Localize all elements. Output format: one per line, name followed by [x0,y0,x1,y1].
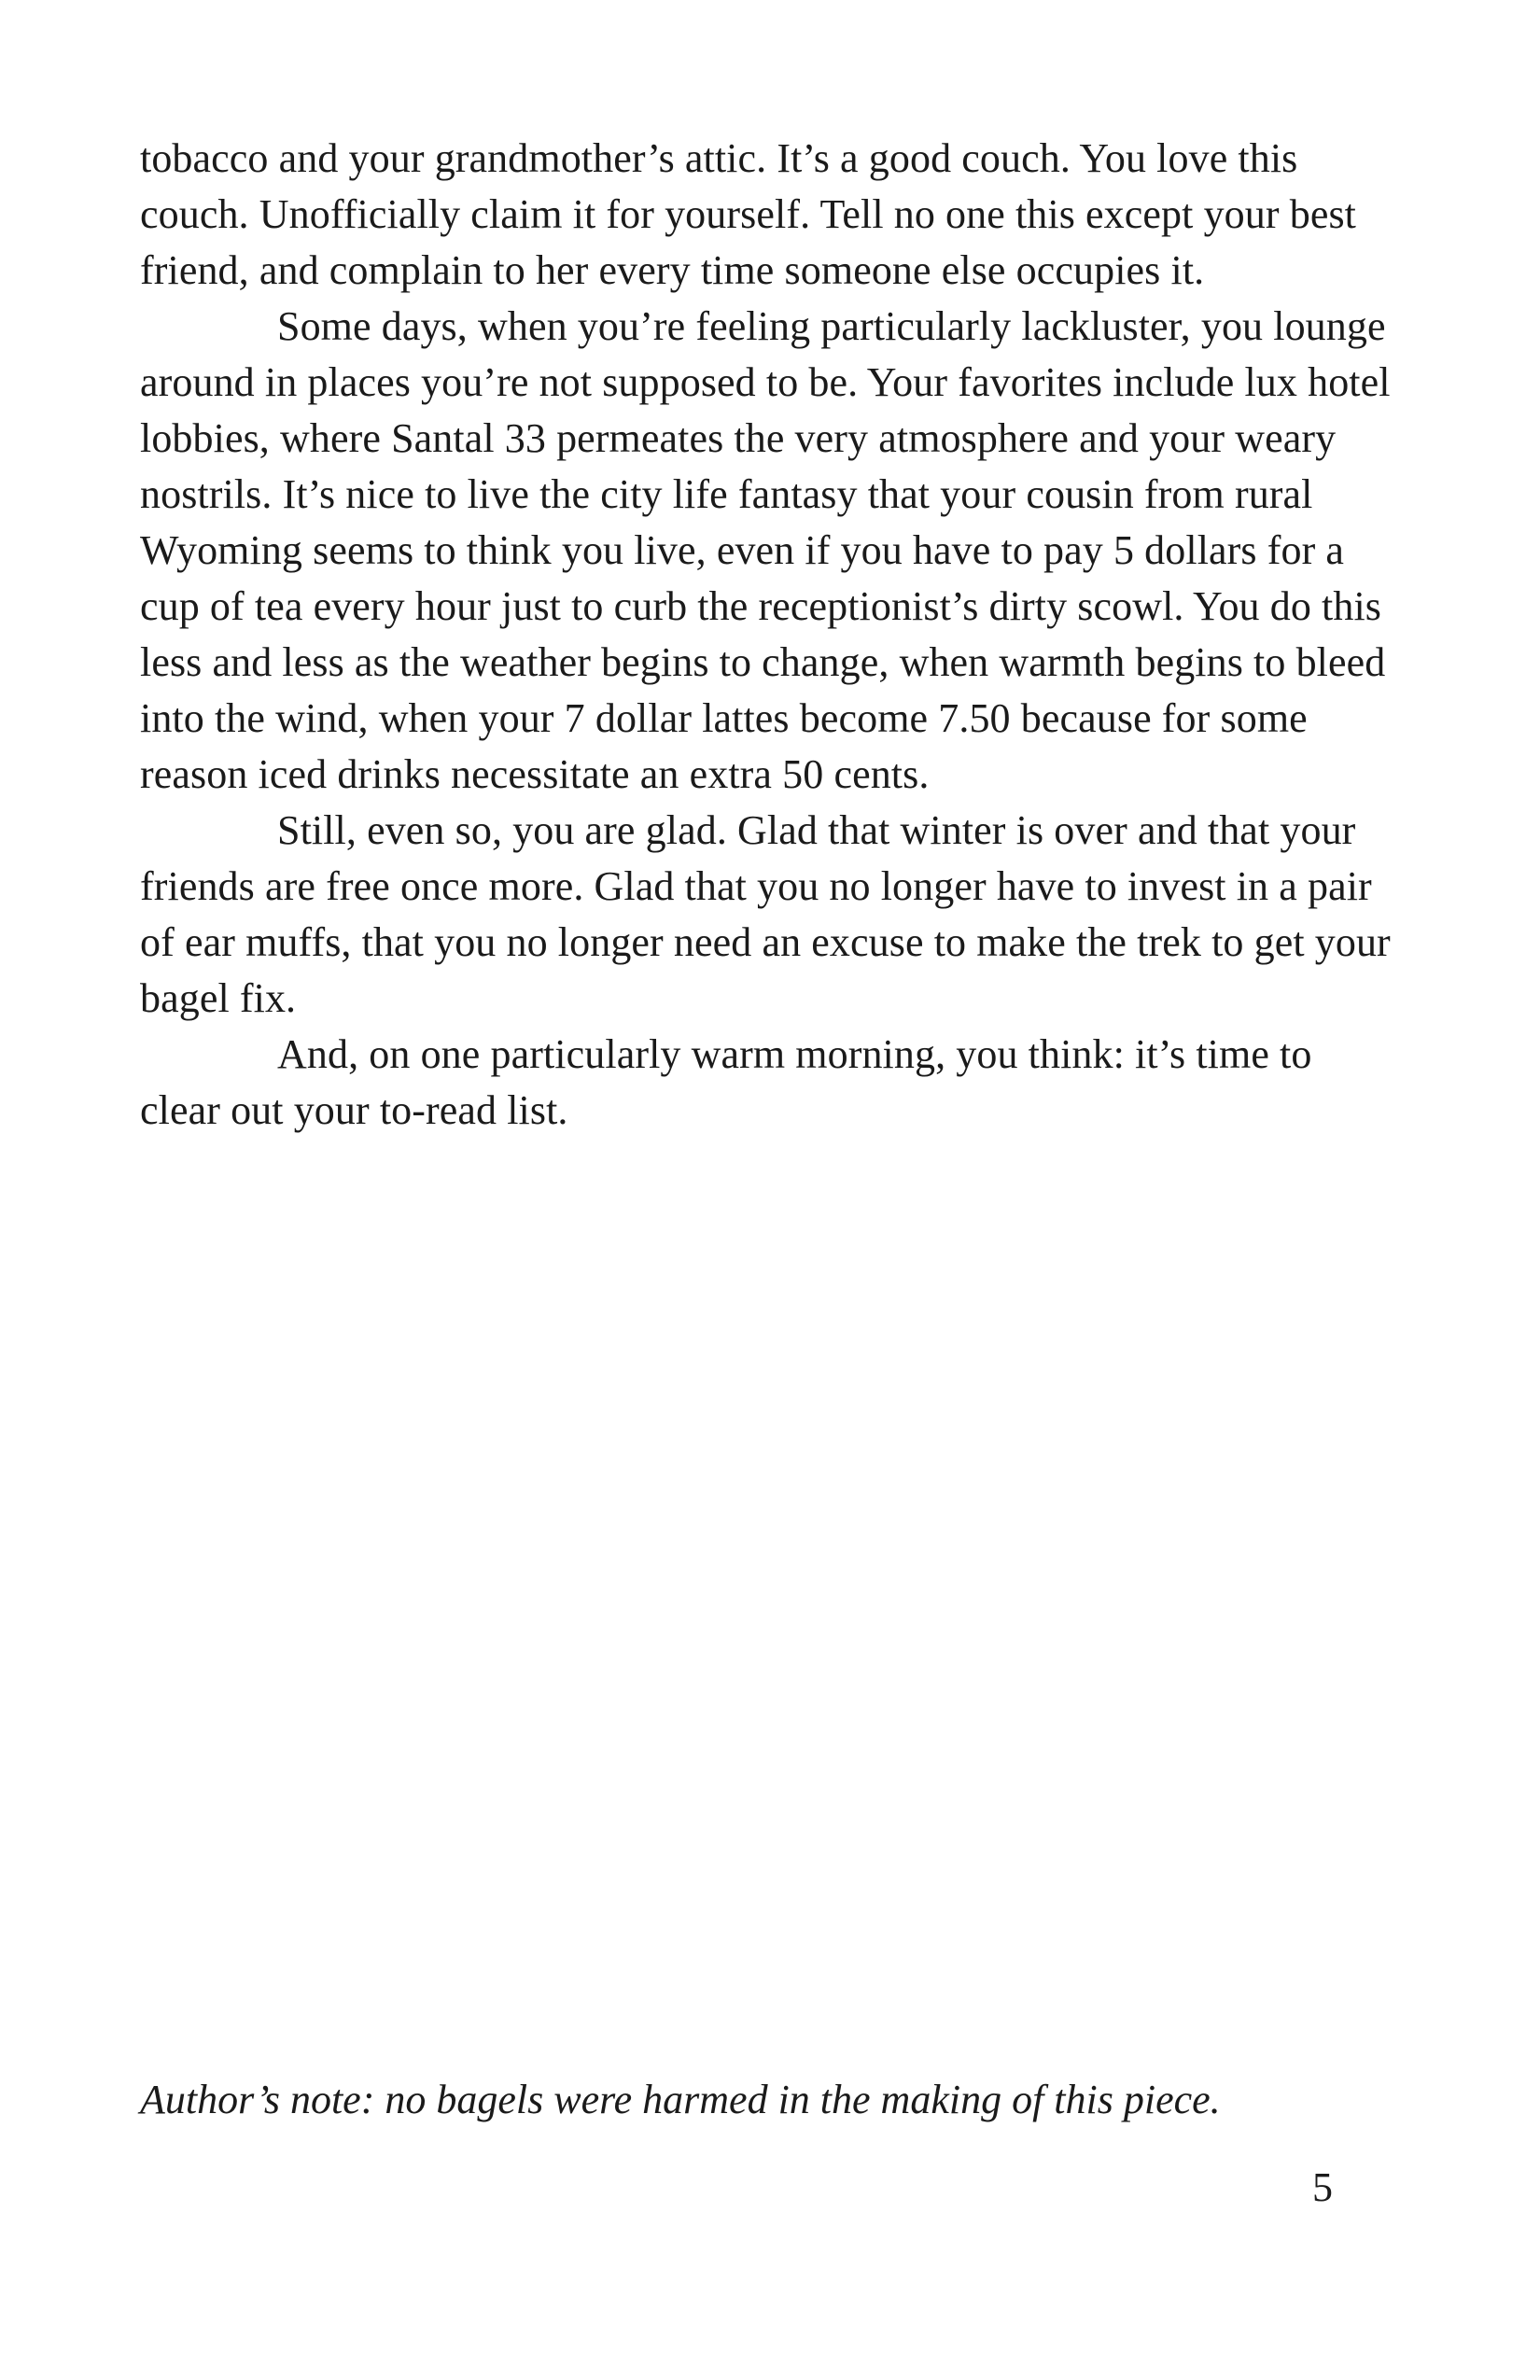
author-note: Author’s note: no bagels were harmed in the making of this piece. [140,2077,1221,2122]
paragraph-1: tobacco and your grandmother’s attic. It’s a good couch. You love this couch. Unofficially claim it for yourself. Tell no one this except your best friend, and complain to her every time someone else occupies it. [140,135,1356,293]
body-text [140,131,1400,1139]
page-number: 5 [1312,2164,1333,2210]
paragraph-3: Still, even so, you are glad. Glad that winter is over and that your friends are free once more. Glad that you no longer have to invest in a pair of ear muffs, that you no longer need an excuse to make the trek to get your bagel fix. [140,807,1391,1021]
paragraph-4: And, on one particularly warm morning, you think: it’s time to clear out your to-read list. [140,1031,1312,1133]
paragraph-2: Some days, when you’re feeling particularly lackluster, you lounge around in places you’re not supposed to be. Your favorites include lux hotel lobbies, where Santal 33 permeates the very atmosphere and your weary nostrils. It’s nice to live the city life fantasy that your cousin from rural Wyoming seems to think you live, even if you have to pay 5 dollars for a cup of tea every hour just to curb the receptionist’s dirty scowl. You do this less and less as the weather begins to change, when warmth begins to bleed into the wind, when your 7 dollar lattes become 7.50 because for some reason iced drinks necessitate an extra 50 cents. [140,303,1391,797]
